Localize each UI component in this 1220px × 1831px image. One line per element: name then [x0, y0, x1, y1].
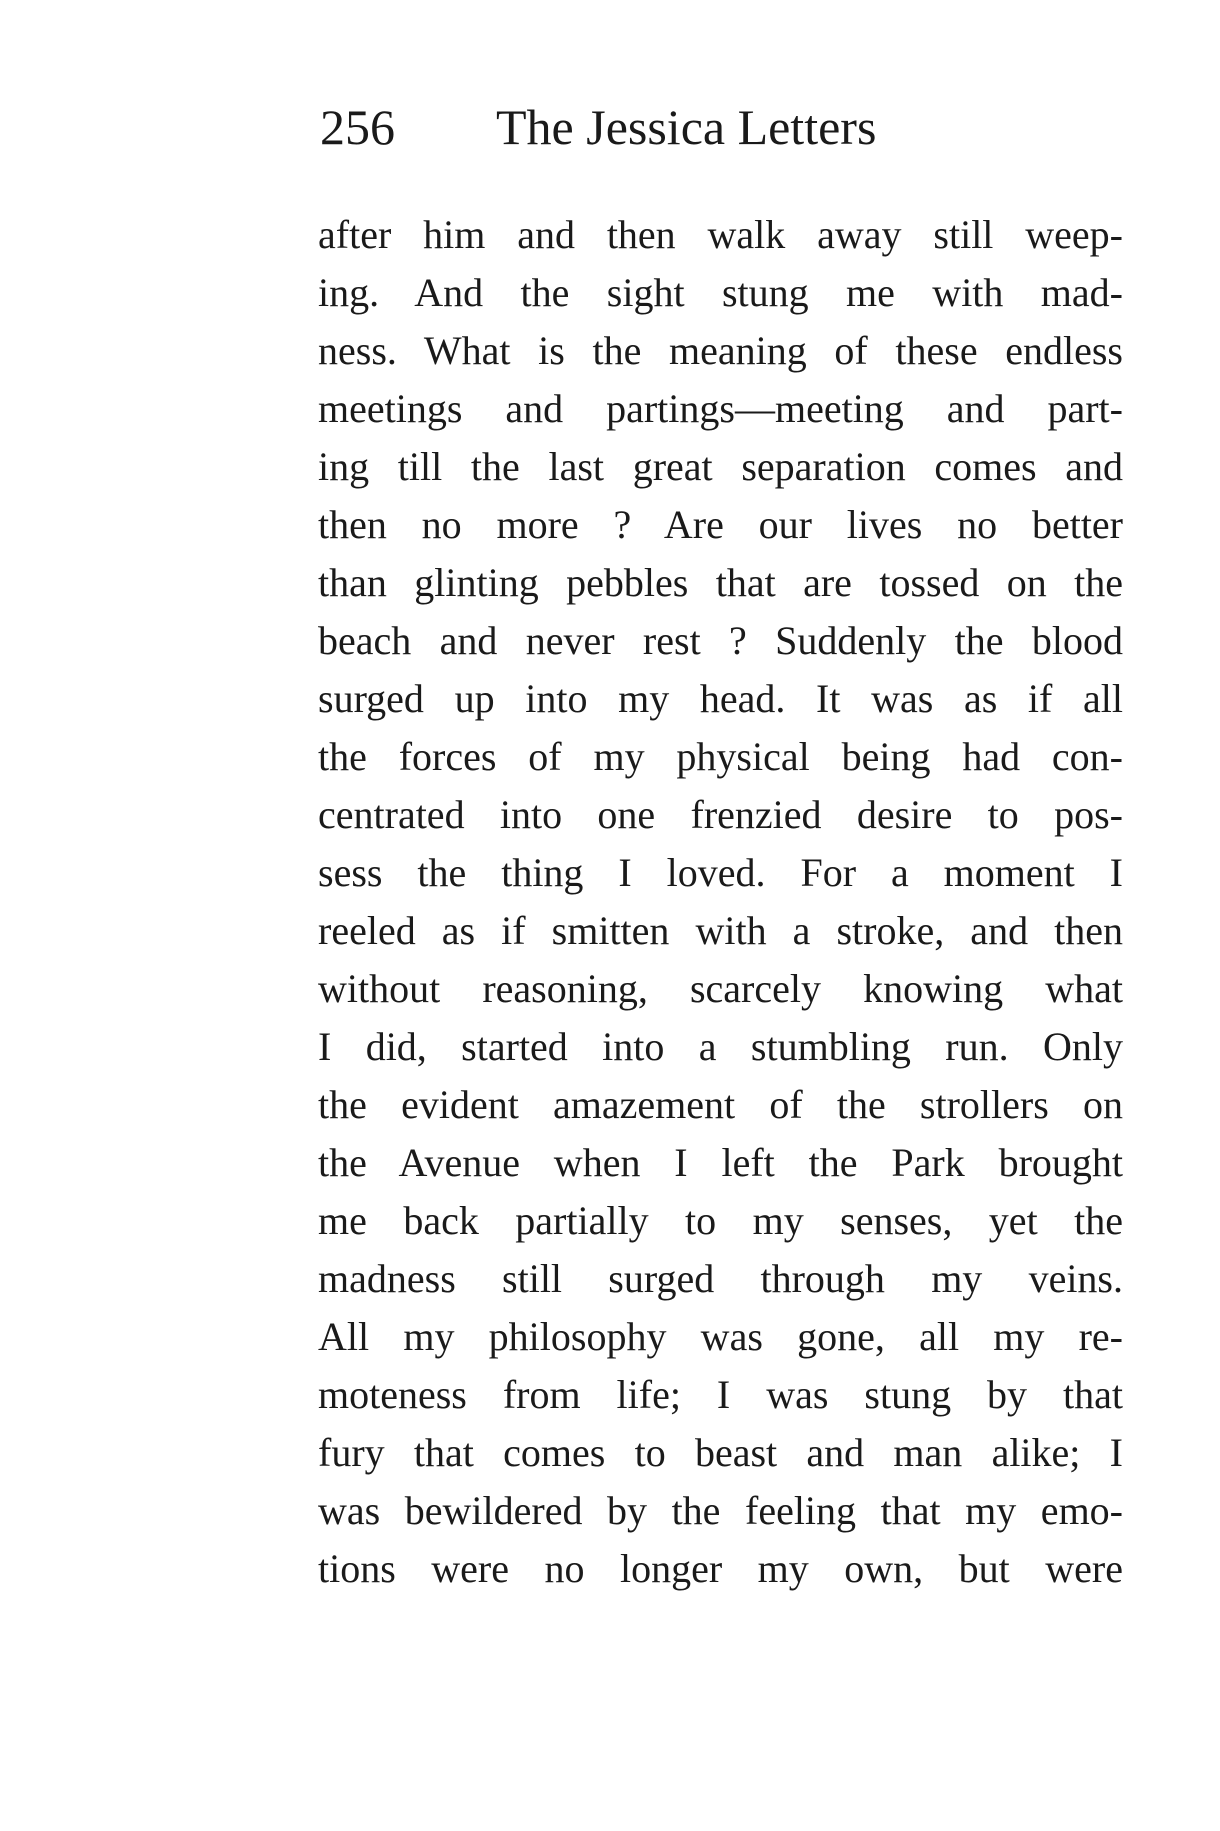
text-line: tions were no longer my own, but were — [318, 1546, 1123, 1591]
text-line: was bewildered by the feeling that my emo- — [318, 1488, 1123, 1533]
text-line: madness still surged through my veins. — [318, 1256, 1123, 1301]
text-line: I did, started into a stumbling run. Only — [318, 1024, 1123, 1069]
text-line: than glinting pebbles that are tossed on the — [318, 560, 1123, 605]
body-text — [318, 206, 1123, 1598]
text-line: beach and never rest ? Suddenly the blood — [318, 618, 1123, 663]
text-line: then no more ? Are our lives no better — [318, 502, 1123, 547]
text-line: the forces of my physical being had con- — [318, 734, 1123, 779]
text-line: ing. And the sight stung me with mad- — [318, 270, 1123, 315]
book-title: The Jessica Letters — [496, 99, 877, 155]
text-line: meetings and partings—meeting and part- — [318, 386, 1123, 431]
running-head — [320, 92, 1120, 162]
text-line: reeled as if smitten with a stroke, and then — [318, 908, 1123, 953]
text-line: sess the thing I loved. For a moment I — [318, 850, 1123, 895]
text-line: surged up into my head. It was as if all — [318, 676, 1123, 721]
text-line: fury that comes to beast and man alike; I — [318, 1430, 1123, 1475]
text-line: centrated into one frenzied desire to pos- — [318, 792, 1123, 837]
text-line: after him and then walk away still weep- — [318, 212, 1123, 257]
page-number: 256 — [320, 99, 395, 155]
text-line: ness. What is the meaning of these endless — [318, 328, 1123, 373]
text-line: the evident amazement of the strollers on — [318, 1082, 1123, 1127]
text-line: without reasoning, scarcely knowing what — [318, 966, 1123, 1011]
text-line: All my philosophy was gone, all my re- — [318, 1314, 1123, 1359]
text-line: the Avenue when I left the Park brought — [318, 1140, 1123, 1185]
text-line: me back partially to my senses, yet the — [318, 1198, 1123, 1243]
text-line: moteness from life; I was stung by that — [318, 1372, 1123, 1417]
text-line: ing till the last great separation comes and — [318, 444, 1123, 489]
